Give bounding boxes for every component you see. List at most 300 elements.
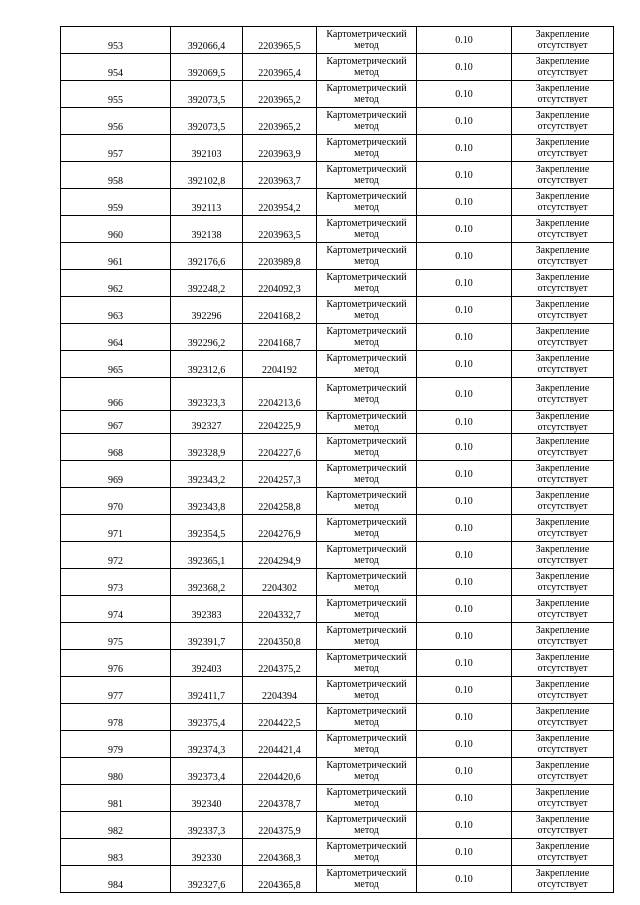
y-coordinate-cell: 2204168,7 (243, 324, 317, 351)
fixing-cell-line: отсутствует (537, 501, 588, 512)
method-cell-line: метод (354, 771, 379, 782)
method-cell-line: метод (354, 422, 379, 433)
method-cell-line: метод (354, 364, 379, 375)
fixing-cell (512, 270, 614, 297)
table-row (61, 488, 614, 515)
accuracy-cell: 0.10 (417, 270, 512, 297)
accuracy-cell: 0.10 (417, 378, 512, 411)
x-coordinate-cell: 392391,7 (171, 623, 243, 650)
fixing-cell-line: отсутствует (537, 582, 588, 593)
fixing-cell-line: отсутствует (537, 744, 588, 755)
method-cell-line: Картометрический (326, 544, 407, 555)
accuracy-cell: 0.10 (417, 812, 512, 839)
method-cell (317, 270, 417, 297)
method-cell-line: метод (354, 690, 379, 701)
accuracy-cell: 0.10 (417, 650, 512, 677)
fixing-cell-line: Закрепление (535, 868, 590, 879)
y-coordinate-cell: 2204192 (243, 351, 317, 378)
method-cell (317, 569, 417, 596)
method-cell-line: Картометрический (326, 383, 407, 394)
table-row (61, 270, 614, 297)
point-number-cell: 962 (61, 270, 171, 297)
point-number-cell: 971 (61, 515, 171, 542)
fixing-cell-line: Закрепление (535, 652, 590, 663)
method-cell-line: метод (354, 67, 379, 78)
point-number-cell: 959 (61, 189, 171, 216)
method-cell-line: метод (354, 798, 379, 809)
method-cell (317, 189, 417, 216)
x-coordinate-cell: 392383 (171, 596, 243, 623)
y-coordinate-cell: 2203965,2 (243, 108, 317, 135)
method-cell (317, 542, 417, 569)
method-cell-line: метод (354, 447, 379, 458)
y-coordinate-cell: 2204394 (243, 677, 317, 704)
fixing-cell-line: Закрепление (535, 299, 590, 310)
method-cell-line: метод (354, 121, 379, 132)
method-cell (317, 135, 417, 162)
x-coordinate-cell: 392073,5 (171, 108, 243, 135)
table-row (61, 461, 614, 488)
method-cell-line: Картометрический (326, 841, 407, 852)
x-coordinate-cell: 392374,3 (171, 731, 243, 758)
fixing-cell (512, 677, 614, 704)
method-cell-line: метод (354, 582, 379, 593)
x-coordinate-cell: 392066,4 (171, 27, 243, 54)
method-cell-line: метод (354, 636, 379, 647)
table-row (61, 189, 614, 216)
x-coordinate-cell: 392113 (171, 189, 243, 216)
fixing-cell-line: Закрепление (535, 706, 590, 717)
method-cell-line: метод (354, 717, 379, 728)
accuracy-cell: 0.10 (417, 461, 512, 488)
y-coordinate-cell: 2203965,5 (243, 27, 317, 54)
fixing-cell-line: отсутствует (537, 798, 588, 809)
fixing-cell (512, 378, 614, 411)
fixing-cell-line: отсутствует (537, 825, 588, 836)
x-coordinate-cell: 392102,8 (171, 162, 243, 189)
fixing-cell-line: Закрепление (535, 544, 590, 555)
fixing-cell-line: Закрепление (535, 137, 590, 148)
table-row (61, 54, 614, 81)
x-coordinate-cell: 392337,3 (171, 812, 243, 839)
x-coordinate-cell: 392373,4 (171, 758, 243, 785)
point-number-cell: 972 (61, 542, 171, 569)
method-cell-line: Картометрический (326, 652, 407, 663)
fixing-cell (512, 54, 614, 81)
x-coordinate-cell: 392312,6 (171, 351, 243, 378)
point-number-cell: 982 (61, 812, 171, 839)
fixing-cell (512, 108, 614, 135)
table-row (61, 108, 614, 135)
method-cell-line: метод (354, 609, 379, 620)
fixing-cell-line: отсутствует (537, 283, 588, 294)
fixing-cell-line: отсутствует (537, 94, 588, 105)
y-coordinate-cell: 2204168,2 (243, 297, 317, 324)
accuracy-cell: 0.10 (417, 351, 512, 378)
table-row (61, 650, 614, 677)
x-coordinate-cell: 392328,9 (171, 434, 243, 461)
method-cell-line: Картометрический (326, 760, 407, 771)
method-cell-line: метод (354, 202, 379, 213)
point-number-cell: 956 (61, 108, 171, 135)
fixing-cell-line: Закрепление (535, 733, 590, 744)
method-cell-line: метод (354, 394, 379, 405)
method-cell-line: метод (354, 555, 379, 566)
table-row (61, 569, 614, 596)
method-cell-line: метод (354, 148, 379, 159)
fixing-cell (512, 515, 614, 542)
method-cell-line: Картометрический (326, 272, 407, 283)
accuracy-cell: 0.10 (417, 411, 512, 434)
accuracy-cell: 0.10 (417, 515, 512, 542)
x-coordinate-cell: 392330 (171, 839, 243, 866)
method-cell (317, 81, 417, 108)
method-cell (317, 378, 417, 411)
fixing-cell (512, 596, 614, 623)
method-cell-line: метод (354, 744, 379, 755)
point-number-cell: 975 (61, 623, 171, 650)
accuracy-cell: 0.10 (417, 704, 512, 731)
method-cell (317, 839, 417, 866)
point-number-cell: 968 (61, 434, 171, 461)
fixing-cell-line: Закрепление (535, 272, 590, 283)
point-number-cell: 965 (61, 351, 171, 378)
fixing-cell-line: Закрепление (535, 245, 590, 256)
y-coordinate-cell: 2203963,7 (243, 162, 317, 189)
point-number-cell: 955 (61, 81, 171, 108)
method-cell-line: метод (354, 879, 379, 890)
table-row (61, 378, 614, 411)
fixing-cell-line: Закрепление (535, 436, 590, 447)
method-cell (317, 54, 417, 81)
coordinates-table (60, 26, 614, 893)
method-cell (317, 351, 417, 378)
fixing-cell (512, 216, 614, 243)
method-cell (317, 27, 417, 54)
y-coordinate-cell: 2204092,3 (243, 270, 317, 297)
point-number-cell: 958 (61, 162, 171, 189)
fixing-cell-line: отсутствует (537, 256, 588, 267)
method-cell-line: Картометрический (326, 411, 407, 422)
fixing-cell-line: Закрепление (535, 679, 590, 690)
point-number-cell: 961 (61, 243, 171, 270)
fixing-cell (512, 731, 614, 758)
accuracy-cell: 0.10 (417, 839, 512, 866)
fixing-cell (512, 411, 614, 434)
method-cell (317, 866, 417, 893)
method-cell (317, 758, 417, 785)
fixing-cell (512, 27, 614, 54)
method-cell-line: метод (354, 229, 379, 240)
method-cell-line: метод (354, 663, 379, 674)
point-number-cell: 983 (61, 839, 171, 866)
x-coordinate-cell: 392343,8 (171, 488, 243, 515)
fixing-cell (512, 81, 614, 108)
fixing-cell-line: отсутствует (537, 447, 588, 458)
method-cell-line: Картометрический (326, 83, 407, 94)
fixing-cell-line: отсутствует (537, 879, 588, 890)
method-cell (317, 434, 417, 461)
x-coordinate-cell: 392248,2 (171, 270, 243, 297)
table-row (61, 434, 614, 461)
method-cell-line: Картометрический (326, 191, 407, 202)
fixing-cell (512, 704, 614, 731)
table-row (61, 135, 614, 162)
point-number-cell: 974 (61, 596, 171, 623)
fixing-cell-line: Закрепление (535, 353, 590, 364)
x-coordinate-cell: 392327,6 (171, 866, 243, 893)
accuracy-cell: 0.10 (417, 243, 512, 270)
accuracy-cell: 0.10 (417, 677, 512, 704)
x-coordinate-cell: 392138 (171, 216, 243, 243)
fixing-cell-line: Закрепление (535, 841, 590, 852)
fixing-cell-line: отсутствует (537, 636, 588, 647)
table-row (61, 677, 614, 704)
fixing-cell-line: Закрепление (535, 110, 590, 121)
x-coordinate-cell: 392365,1 (171, 542, 243, 569)
method-cell (317, 216, 417, 243)
y-coordinate-cell: 2204302 (243, 569, 317, 596)
method-cell-line: метод (354, 283, 379, 294)
method-cell-line: метод (354, 175, 379, 186)
method-cell-line: Картометрический (326, 787, 407, 798)
accuracy-cell: 0.10 (417, 866, 512, 893)
fixing-cell-line: отсутствует (537, 663, 588, 674)
x-coordinate-cell: 392354,5 (171, 515, 243, 542)
fixing-cell (512, 812, 614, 839)
point-number-cell: 976 (61, 650, 171, 677)
method-cell-line: Картометрический (326, 571, 407, 582)
accuracy-cell: 0.10 (417, 488, 512, 515)
accuracy-cell: 0.10 (417, 758, 512, 785)
fixing-cell-line: отсутствует (537, 528, 588, 539)
point-number-cell: 969 (61, 461, 171, 488)
y-coordinate-cell: 2203989,8 (243, 243, 317, 270)
fixing-cell (512, 162, 614, 189)
table-row (61, 27, 614, 54)
table-row (61, 704, 614, 731)
fixing-cell (512, 785, 614, 812)
x-coordinate-cell: 392103 (171, 135, 243, 162)
accuracy-cell: 0.10 (417, 216, 512, 243)
fixing-cell-line: отсутствует (537, 852, 588, 863)
table-body (61, 27, 614, 893)
table-row (61, 81, 614, 108)
x-coordinate-cell: 392073,5 (171, 81, 243, 108)
accuracy-cell: 0.10 (417, 162, 512, 189)
fixing-cell (512, 569, 614, 596)
method-cell (317, 162, 417, 189)
fixing-cell-line: Закрепление (535, 191, 590, 202)
method-cell (317, 677, 417, 704)
fixing-cell-line: Закрепление (535, 598, 590, 609)
fixing-cell (512, 623, 614, 650)
method-cell-line: Картометрический (326, 299, 407, 310)
table-row (61, 162, 614, 189)
fixing-cell-line: Закрепление (535, 383, 590, 394)
method-cell-line: метод (354, 474, 379, 485)
fixing-cell-line: Закрепление (535, 625, 590, 636)
table-row (61, 324, 614, 351)
method-cell-line: Картометрический (326, 436, 407, 447)
table-row (61, 515, 614, 542)
method-cell (317, 731, 417, 758)
accuracy-cell: 0.10 (417, 27, 512, 54)
fixing-cell-line: Закрепление (535, 787, 590, 798)
fixing-cell-line: Закрепление (535, 56, 590, 67)
y-coordinate-cell: 2204225,9 (243, 411, 317, 434)
accuracy-cell: 0.10 (417, 324, 512, 351)
method-cell-line: метод (354, 310, 379, 321)
method-cell (317, 596, 417, 623)
table-row (61, 839, 614, 866)
table-row (61, 297, 614, 324)
fixing-cell-line: Закрепление (535, 463, 590, 474)
point-number-cell: 960 (61, 216, 171, 243)
point-number-cell: 980 (61, 758, 171, 785)
fixing-cell-line: отсутствует (537, 310, 588, 321)
accuracy-cell: 0.10 (417, 189, 512, 216)
point-number-cell: 957 (61, 135, 171, 162)
fixing-cell-line: отсутствует (537, 771, 588, 782)
method-cell-line: метод (354, 501, 379, 512)
fixing-cell (512, 488, 614, 515)
table-row (61, 758, 614, 785)
fixing-cell-line: отсутствует (537, 717, 588, 728)
fixing-cell-line: отсутствует (537, 40, 588, 51)
accuracy-cell: 0.10 (417, 731, 512, 758)
point-number-cell: 953 (61, 27, 171, 54)
table-row (61, 785, 614, 812)
method-cell-line: Картометрический (326, 706, 407, 717)
method-cell-line: Картометрический (326, 326, 407, 337)
x-coordinate-cell: 392327 (171, 411, 243, 434)
y-coordinate-cell: 2204227,6 (243, 434, 317, 461)
y-coordinate-cell: 2204258,8 (243, 488, 317, 515)
fixing-cell (512, 650, 614, 677)
fixing-cell (512, 297, 614, 324)
method-cell-line: Картометрический (326, 868, 407, 879)
accuracy-cell: 0.10 (417, 623, 512, 650)
y-coordinate-cell: 2204276,9 (243, 515, 317, 542)
x-coordinate-cell: 392403 (171, 650, 243, 677)
point-number-cell: 973 (61, 569, 171, 596)
y-coordinate-cell: 2204368,3 (243, 839, 317, 866)
x-coordinate-cell: 392375,4 (171, 704, 243, 731)
point-number-cell: 977 (61, 677, 171, 704)
point-number-cell: 984 (61, 866, 171, 893)
accuracy-cell: 0.10 (417, 108, 512, 135)
table-row (61, 731, 614, 758)
x-coordinate-cell: 392323,3 (171, 378, 243, 411)
method-cell-line: метод (354, 40, 379, 51)
method-cell (317, 488, 417, 515)
fixing-cell (512, 434, 614, 461)
y-coordinate-cell: 2204294,9 (243, 542, 317, 569)
y-coordinate-cell: 2203965,4 (243, 54, 317, 81)
accuracy-cell: 0.10 (417, 54, 512, 81)
fixing-cell-line: Закрепление (535, 29, 590, 40)
method-cell-line: метод (354, 256, 379, 267)
fixing-cell-line: отсутствует (537, 555, 588, 566)
fixing-cell (512, 135, 614, 162)
method-cell-line: метод (354, 825, 379, 836)
point-number-cell: 954 (61, 54, 171, 81)
y-coordinate-cell: 2204350,8 (243, 623, 317, 650)
method-cell (317, 704, 417, 731)
x-coordinate-cell: 392069,5 (171, 54, 243, 81)
accuracy-cell: 0.10 (417, 785, 512, 812)
method-cell-line: Картометрический (326, 598, 407, 609)
method-cell-line: Картометрический (326, 490, 407, 501)
accuracy-cell: 0.10 (417, 135, 512, 162)
accuracy-cell: 0.10 (417, 297, 512, 324)
fixing-cell (512, 189, 614, 216)
y-coordinate-cell: 2204375,2 (243, 650, 317, 677)
fixing-cell (512, 866, 614, 893)
fixing-cell-line: отсутствует (537, 474, 588, 485)
fixing-cell-line: Закрепление (535, 83, 590, 94)
table-row (61, 542, 614, 569)
fixing-cell-line: Закрепление (535, 164, 590, 175)
fixing-cell-line: отсутствует (537, 422, 588, 433)
fixing-cell-line: Закрепление (535, 326, 590, 337)
fixing-cell (512, 351, 614, 378)
method-cell-line: Картометрический (326, 137, 407, 148)
fixing-cell-line: отсутствует (537, 690, 588, 701)
method-cell-line: Картометрический (326, 625, 407, 636)
fixing-cell-line: отсутствует (537, 67, 588, 78)
method-cell-line: Картометрический (326, 218, 407, 229)
method-cell-line: Картометрический (326, 733, 407, 744)
fixing-cell-line: Закрепление (535, 814, 590, 825)
x-coordinate-cell: 392343,2 (171, 461, 243, 488)
method-cell-line: Картометрический (326, 29, 407, 40)
method-cell-line: Картометрический (326, 353, 407, 364)
method-cell-line: метод (354, 94, 379, 105)
accuracy-cell: 0.10 (417, 596, 512, 623)
method-cell (317, 785, 417, 812)
method-cell-line: Картометрический (326, 164, 407, 175)
method-cell-line: Картометрический (326, 463, 407, 474)
point-number-cell: 979 (61, 731, 171, 758)
fixing-cell-line: отсутствует (537, 609, 588, 620)
table-row (61, 351, 614, 378)
accuracy-cell: 0.10 (417, 81, 512, 108)
method-cell-line: метод (354, 337, 379, 348)
point-number-cell: 964 (61, 324, 171, 351)
method-cell-line: Картометрический (326, 814, 407, 825)
y-coordinate-cell: 2204213,6 (243, 378, 317, 411)
accuracy-cell: 0.10 (417, 434, 512, 461)
fixing-cell-line: Закрепление (535, 571, 590, 582)
fixing-cell-line: отсутствует (537, 229, 588, 240)
x-coordinate-cell: 392368,2 (171, 569, 243, 596)
point-number-cell: 966 (61, 378, 171, 411)
fixing-cell (512, 461, 614, 488)
point-number-cell: 967 (61, 411, 171, 434)
method-cell-line: Картометрический (326, 245, 407, 256)
method-cell-line: метод (354, 528, 379, 539)
fixing-cell-line: Закрепление (535, 517, 590, 528)
fixing-cell-line: Закрепление (535, 490, 590, 501)
y-coordinate-cell: 2204257,3 (243, 461, 317, 488)
table-row (61, 216, 614, 243)
fixing-cell (512, 243, 614, 270)
point-number-cell: 981 (61, 785, 171, 812)
table-row (61, 623, 614, 650)
fixing-cell (512, 758, 614, 785)
